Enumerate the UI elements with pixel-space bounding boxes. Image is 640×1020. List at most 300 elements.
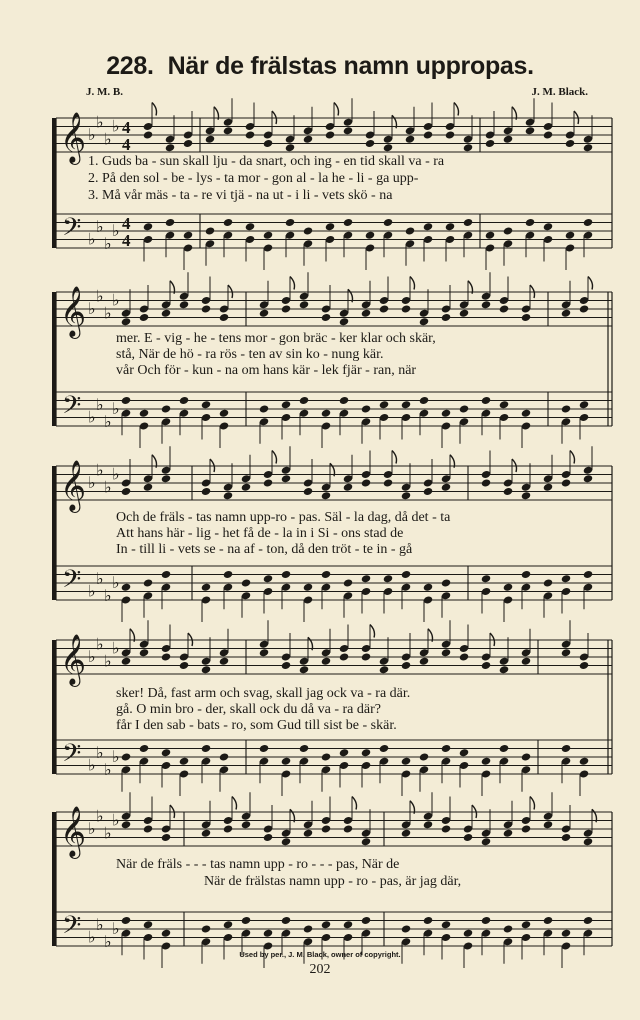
note-head <box>179 661 190 670</box>
note-head <box>201 400 212 409</box>
note-head <box>299 396 310 405</box>
note-head <box>299 665 310 674</box>
note-head <box>521 657 532 666</box>
note-head <box>423 130 434 139</box>
note-head <box>521 570 532 579</box>
note-head <box>201 924 212 933</box>
note-head <box>503 583 514 592</box>
flat-sign: ♭ <box>88 927 96 947</box>
note-head <box>219 313 230 322</box>
note-flag <box>570 451 575 464</box>
note-flag <box>588 277 593 290</box>
note-head <box>303 487 314 496</box>
flat-sign: ♭ <box>88 473 96 492</box>
system-bracket <box>52 466 56 600</box>
flat-sign: ♭ <box>104 129 112 149</box>
treble-clef: 𝄞 <box>60 806 87 857</box>
note-head <box>441 744 452 753</box>
note-head <box>121 487 132 496</box>
lyric-line: Och de fräls - tas namn upp-ro - pas. Säl - la dag, då det - ta <box>116 510 451 525</box>
note-head <box>263 139 274 148</box>
flat-sign: ♭ <box>112 810 120 830</box>
note-head <box>263 478 274 487</box>
flat-sign: ♭ <box>96 914 104 934</box>
flat-sign: ♭ <box>96 806 104 826</box>
lyric-line: mer. E - vig - he - tens mor - gon bräc - ker klar och skär, <box>116 331 436 346</box>
lyric-line: får I den sab - bats - ro, som Gud till sist be - skär. <box>116 718 397 733</box>
flat-sign: ♭ <box>104 303 112 323</box>
note-head <box>343 824 354 833</box>
note-head <box>441 409 452 418</box>
note-head <box>121 657 132 666</box>
note-head <box>463 218 474 227</box>
note-head <box>561 929 572 938</box>
flat-sign: ♭ <box>88 819 96 838</box>
time-signature: 4 <box>122 135 131 154</box>
note-head <box>263 574 274 583</box>
note-head <box>361 574 372 583</box>
note-head <box>485 231 496 240</box>
note-head <box>521 313 532 322</box>
note-head <box>245 130 256 139</box>
note-head <box>179 757 190 766</box>
note-head <box>259 744 270 753</box>
note-head <box>179 396 190 405</box>
note-head <box>321 313 332 322</box>
bass-clef: 𝄢 <box>62 391 82 426</box>
note-head <box>525 218 536 227</box>
note-head <box>561 478 572 487</box>
note-flag <box>334 103 339 116</box>
bass-clef: 𝄢 <box>62 911 82 946</box>
note-head <box>201 665 212 674</box>
note-head <box>423 583 434 592</box>
flat-sign: ♭ <box>96 568 104 588</box>
note-head <box>361 652 372 661</box>
note-head <box>521 409 532 418</box>
note-head <box>401 829 412 838</box>
note-head <box>361 309 372 318</box>
note-head <box>441 920 452 929</box>
note-head <box>543 916 554 925</box>
note-head <box>423 916 434 925</box>
note-head <box>263 231 274 240</box>
note-head <box>423 820 434 829</box>
flat-sign: ♭ <box>88 125 96 144</box>
note-head <box>121 752 132 761</box>
note-head <box>379 665 390 674</box>
treble-clef: 𝄞 <box>60 634 87 685</box>
note-head <box>521 752 532 761</box>
note-head <box>499 665 510 674</box>
note-flag <box>272 451 277 464</box>
note-head <box>405 226 416 235</box>
note-head <box>343 920 354 929</box>
note-head <box>201 487 212 496</box>
note-head <box>419 657 430 666</box>
note-head <box>445 222 456 231</box>
note-head <box>285 218 296 227</box>
note-head <box>579 304 590 313</box>
note-head <box>139 744 150 753</box>
note-head <box>223 491 234 500</box>
lyric-line: 1. Guds ba - sun skall lju - da snart, och ing - en tid skall va - ra <box>88 154 445 169</box>
note-head <box>321 920 332 929</box>
note-head <box>223 824 234 833</box>
flat-sign: ♭ <box>112 919 120 938</box>
flat-sign: ♭ <box>96 216 104 236</box>
note-head <box>365 231 376 240</box>
note-head <box>165 143 176 152</box>
note-flag <box>370 625 375 638</box>
note-head <box>565 139 576 148</box>
note-head <box>183 231 194 240</box>
lyric-line: Att hans här - lig - het få de - la in i Si - ons stad de <box>116 526 404 541</box>
flat-sign: ♭ <box>88 647 96 666</box>
note-head <box>543 820 554 829</box>
note-head <box>161 929 172 938</box>
note-head <box>161 570 172 579</box>
note-head <box>281 837 292 846</box>
note-head <box>241 578 252 587</box>
note-head <box>481 661 492 670</box>
time-signature: 4 <box>122 118 131 137</box>
bass-clef: 𝄢 <box>62 739 82 774</box>
flat-sign: ♭ <box>88 581 96 601</box>
note-head <box>379 744 390 753</box>
note-head <box>583 837 594 846</box>
note-head <box>299 744 310 753</box>
treble-clef: 𝄞 <box>60 460 87 511</box>
note-head <box>339 748 350 757</box>
note-head <box>459 309 470 318</box>
lyric-line: gå. O min bro - der, skall ock du då va - ra där? <box>116 702 381 717</box>
note-head <box>321 570 332 579</box>
system-bracket <box>52 812 56 946</box>
note-head <box>481 574 492 583</box>
flat-sign: ♭ <box>112 290 120 310</box>
note-head <box>223 218 234 227</box>
flat-sign: ♭ <box>112 221 120 240</box>
time-signature: 4 <box>122 214 131 233</box>
note-head <box>543 578 554 587</box>
note-head <box>383 478 394 487</box>
note-head <box>165 218 176 227</box>
note-head <box>121 583 132 592</box>
note-head <box>423 487 434 496</box>
note-head <box>285 143 296 152</box>
note-head <box>219 752 230 761</box>
note-head <box>583 570 594 579</box>
note-head <box>481 916 492 925</box>
note-head <box>339 652 350 661</box>
note-flag <box>454 103 459 116</box>
lyric-line: vår Och för - kun - na om hans kär - lek fjär - ran, när <box>116 363 417 378</box>
copyright-notice: Used by per., J. M. Black, owner of copyright. <box>239 950 401 959</box>
system-bracket <box>52 118 56 248</box>
note-head <box>561 648 572 657</box>
lyric-line: När de fräls - - - tas namn upp - ro - - - pas, När de <box>116 857 400 872</box>
note-head <box>441 313 452 322</box>
note-head <box>401 304 412 313</box>
note-head <box>485 139 496 148</box>
note-head <box>321 491 332 500</box>
note-head <box>281 474 292 483</box>
note-head <box>579 661 590 670</box>
note-head <box>401 570 412 579</box>
note-head <box>143 483 154 492</box>
note-head <box>579 757 590 766</box>
note-head <box>561 574 572 583</box>
note-flag <box>290 277 295 290</box>
note-head <box>361 404 372 413</box>
note-head <box>259 404 270 413</box>
note-head <box>281 400 292 409</box>
note-head <box>121 317 132 326</box>
note-head <box>459 748 470 757</box>
note-head <box>481 300 492 309</box>
note-head <box>281 916 292 925</box>
note-head <box>281 570 292 579</box>
flat-sign: ♭ <box>96 286 104 306</box>
note-head <box>321 752 332 761</box>
lyric-line: In - till li - vets se - na af - ton, då den tröt - te in - gå <box>116 542 413 557</box>
lyric-line: När de frälstas namn upp - ro - pas, är jag där, <box>204 874 462 889</box>
bass-clef: 𝄢 <box>62 213 82 248</box>
flat-sign: ♭ <box>112 116 120 136</box>
lyric-line: sker! Då, fast arm och svag, skall jag ock va - ra där. <box>116 686 411 701</box>
note-head <box>503 829 514 838</box>
note-head <box>503 135 514 144</box>
note-head <box>543 483 554 492</box>
note-head <box>161 652 172 661</box>
hymn-title-text: När de frälstas namn uppropas. <box>167 52 534 80</box>
flat-sign: ♭ <box>104 233 112 253</box>
note-head <box>121 820 132 829</box>
note-head <box>365 139 376 148</box>
note-head <box>481 757 492 766</box>
note-head <box>201 744 212 753</box>
note-head <box>525 126 536 135</box>
note-head <box>201 583 212 592</box>
note-head <box>481 478 492 487</box>
flat-sign: ♭ <box>88 755 96 775</box>
note-head <box>441 578 452 587</box>
note-head <box>143 920 154 929</box>
flat-sign: ♭ <box>96 460 104 480</box>
note-head <box>583 218 594 227</box>
note-head <box>139 648 150 657</box>
note-head <box>521 491 532 500</box>
note-head <box>463 143 474 152</box>
flat-sign: ♭ <box>104 931 112 951</box>
note-head <box>481 396 492 405</box>
note-flag <box>152 103 157 116</box>
words-credit: J. M. B. <box>86 86 123 98</box>
page-number: 202 <box>309 962 331 977</box>
system-bracket <box>52 292 56 426</box>
note-head <box>401 491 412 500</box>
note-head <box>579 400 590 409</box>
flat-sign: ♭ <box>104 585 112 605</box>
note-head <box>325 222 336 231</box>
flat-sign: ♭ <box>104 477 112 497</box>
note-head <box>419 396 430 405</box>
note-head <box>583 143 594 152</box>
flat-sign: ♭ <box>104 823 112 843</box>
lyric-line: 3. Må vår mäs - ta - re vi tjä - na ut - i li - vets skö - na <box>88 188 393 203</box>
flat-sign: ♭ <box>88 229 96 249</box>
note-flag <box>392 451 397 464</box>
note-head <box>143 130 154 139</box>
note-head <box>499 400 510 409</box>
music-credit: J. M. Black. <box>531 86 588 98</box>
note-head <box>503 226 514 235</box>
note-head <box>339 396 350 405</box>
note-head <box>223 920 234 929</box>
note-head <box>281 757 292 766</box>
note-head <box>321 409 332 418</box>
note-head <box>463 929 474 938</box>
note-head <box>343 126 354 135</box>
note-head <box>499 744 510 753</box>
note-head <box>441 824 452 833</box>
note-head <box>561 404 572 413</box>
note-head <box>561 744 572 753</box>
flat-sign: ♭ <box>104 759 112 779</box>
note-head <box>565 231 576 240</box>
note-flag <box>410 277 415 290</box>
note-head <box>179 300 190 309</box>
note-head <box>223 570 234 579</box>
note-head <box>281 304 292 313</box>
note-head <box>543 222 554 231</box>
note-head <box>321 824 332 833</box>
note-head <box>401 661 412 670</box>
note-head <box>121 916 132 925</box>
note-head <box>361 916 372 925</box>
note-head <box>161 404 172 413</box>
flat-sign: ♭ <box>88 299 96 318</box>
note-head <box>379 304 390 313</box>
lyric-line: stå, När de hö - ra rös - ten av sin ko - nung kär. <box>116 347 384 362</box>
note-head <box>121 396 132 405</box>
note-head <box>223 126 234 135</box>
note-flag <box>352 797 357 810</box>
note-head <box>405 135 416 144</box>
note-head <box>241 916 252 925</box>
note-head <box>281 661 292 670</box>
note-head <box>401 400 412 409</box>
note-head <box>303 829 314 838</box>
note-head <box>245 222 256 231</box>
note-head <box>161 309 172 318</box>
note-head <box>361 478 372 487</box>
note-head <box>521 920 532 929</box>
note-head <box>463 833 474 842</box>
note-head <box>201 829 212 838</box>
note-head <box>481 837 492 846</box>
note-head <box>521 824 532 833</box>
flat-sign: ♭ <box>112 573 120 592</box>
note-head <box>219 409 230 418</box>
note-head <box>299 300 310 309</box>
hymn-number: 228. <box>106 52 154 80</box>
note-head <box>343 218 354 227</box>
note-head <box>561 833 572 842</box>
note-head <box>205 226 216 235</box>
note-head <box>379 400 390 409</box>
treble-clef: 𝄞 <box>60 286 87 337</box>
note-head <box>143 824 154 833</box>
note-head <box>161 833 172 842</box>
system-bracket <box>52 640 56 774</box>
note-head <box>339 317 350 326</box>
note-head <box>343 578 354 587</box>
note-head <box>303 135 314 144</box>
note-head <box>383 574 394 583</box>
flat-sign: ♭ <box>96 742 104 762</box>
note-head <box>499 304 510 313</box>
note-head <box>343 483 354 492</box>
flat-sign: ♭ <box>96 634 104 654</box>
note-head <box>259 309 270 318</box>
note-head <box>441 483 452 492</box>
note-head <box>361 748 372 757</box>
note-head <box>201 304 212 313</box>
note-head <box>161 748 172 757</box>
note-head <box>503 924 514 933</box>
note-head <box>503 487 514 496</box>
note-head <box>419 752 430 761</box>
note-head <box>325 130 336 139</box>
note-head <box>383 218 394 227</box>
note-head <box>303 226 314 235</box>
flat-sign: ♭ <box>112 638 120 658</box>
note-head <box>241 483 252 492</box>
note-head <box>303 924 314 933</box>
flat-sign: ♭ <box>104 651 112 671</box>
note-head <box>419 317 430 326</box>
note-head <box>401 924 412 933</box>
note-head <box>583 916 594 925</box>
note-head <box>263 833 274 842</box>
flat-sign: ♭ <box>96 394 104 414</box>
note-head <box>321 657 332 666</box>
note-head <box>161 474 172 483</box>
flat-sign: ♭ <box>112 464 120 484</box>
flat-sign: ♭ <box>88 407 96 427</box>
note-flag <box>530 797 535 810</box>
note-head <box>445 130 456 139</box>
note-head <box>383 143 394 152</box>
note-head <box>219 657 230 666</box>
note-head <box>303 583 314 592</box>
bass-clef: 𝄢 <box>62 565 82 600</box>
note-head <box>441 648 452 657</box>
note-head <box>263 929 274 938</box>
note-head <box>143 222 154 231</box>
lyric-line: 2. På den sol - be - lys - ta mor - gon al - la he - li - ga upp- <box>88 171 419 186</box>
flat-sign: ♭ <box>96 112 104 132</box>
note-flag <box>232 797 237 810</box>
flat-sign: ♭ <box>112 747 120 766</box>
note-head <box>459 652 470 661</box>
note-head <box>459 404 470 413</box>
note-head <box>543 130 554 139</box>
note-head <box>205 135 216 144</box>
note-head <box>241 820 252 829</box>
